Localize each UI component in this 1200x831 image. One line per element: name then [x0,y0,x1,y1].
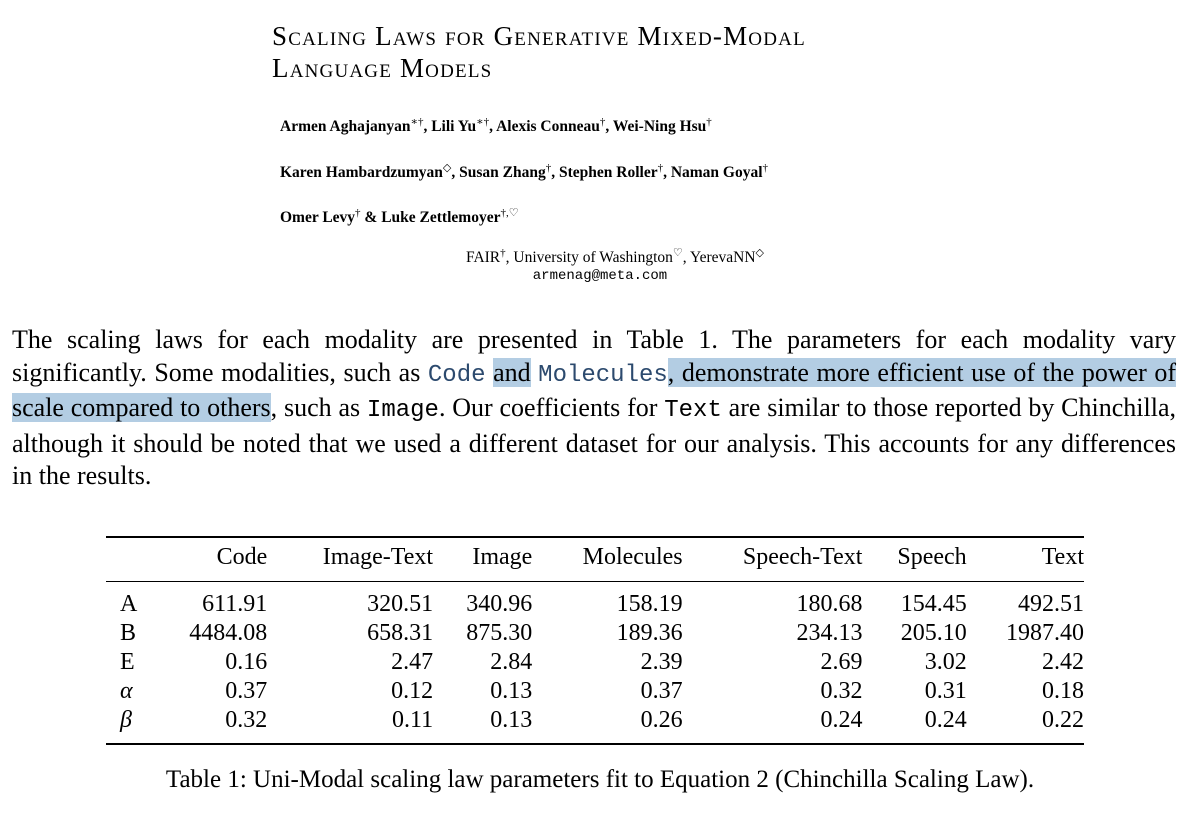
table-row [106,648,1084,677]
column-header: Speech [897,544,967,570]
paragraph-text: The scaling laws for each modality are presented in Table 1. The parameters for each modality vary significantly. Some modalities, such as [12,325,1176,387]
column-header: Speech-Text [742,544,863,570]
author-name: Omer Levy [280,209,356,227]
table-cell: 158.19 [532,582,682,620]
row-label: α [120,678,133,704]
authors-line-2: Karen Hambardzumyan◇, Susan Zhang†, Stephen Roller†, Naman Goyal† [280,162,769,182]
author-name: Luke Zettlemoyer [381,209,501,227]
author-mark: † [706,116,712,128]
column-header: Text [1041,544,1084,570]
table-cell: 2.69 [820,649,863,675]
code-modality-term: Code [427,361,486,389]
table-cell: 320.51 [267,582,433,620]
highlighted-selection[interactable]: , demonstrate more efficient use of the power of scale compared to others [12,357,1177,422]
table-cell: 611.91 [150,582,267,620]
table-caption: Table 1: Uni-Modal scaling law parameters fit to Equation 2 (Chinchilla Scaling Law). [165,766,1035,793]
author-mark: † [355,207,361,219]
table-cell: 0.32 [150,706,267,744]
table-cell: 0.37 [640,678,683,704]
author-name: Armen Aghajanyan [280,118,411,136]
column-header: Code [216,544,268,570]
column-header: Image-Text [322,544,434,570]
table-cell: 3.02 [924,649,967,675]
author-name: Susan Zhang [459,164,546,182]
table-cell: 0.24 [862,706,966,744]
column-header: Molecules [582,544,683,570]
author-mark: †,♡ [500,207,519,219]
author-mark: ◇ [442,162,452,174]
row-label: A [106,582,150,620]
table-cell: 2.39 [640,649,683,675]
authors-line-1: Armen Aghajanyan∗†, Lili Yu∗†, Alexis Conneau†, Wei-Ning Hsu† [280,116,712,136]
table-cell: 0.12 [391,678,434,704]
author-mark: † [545,162,552,174]
column-header: Image [472,544,533,570]
table-cell: 0.13 [433,706,532,744]
affiliation-name: YerevaNN [689,249,756,267]
table-cell: 0.13 [490,678,533,704]
affiliation-name: University of Washington [513,249,673,267]
affiliation-mark: ◇ [755,247,765,259]
table-cell: 0.37 [225,678,268,704]
table-cell: 1987.40 [1006,620,1084,646]
table-cell: 234.13 [796,620,863,646]
table-cell: 2.47 [391,649,434,675]
author-name: Naman Goyal [670,164,763,182]
table-row [106,619,1084,648]
table-cell: 154.45 [862,582,966,620]
scaling-parameters-table [106,536,1084,745]
row-label: E [120,649,135,675]
table-cell: 180.68 [683,582,863,620]
table-cell: 2.42 [1042,649,1084,675]
table-header-row [106,537,1084,582]
table-cell: 0.22 [967,706,1084,744]
table-cell: 189.36 [616,620,683,646]
paragraph-text: . Our coefficients for [438,393,665,422]
authors-line-3: Omer Levy† & Luke Zettlemoyer†,♡ [280,207,519,227]
row-label: B [120,620,137,646]
table-cell: 0.31 [924,678,967,704]
body-paragraph [12,324,1176,493]
affiliations: FAIR†, University of Washington♡, YerevaNN◇ [465,247,765,267]
table-cell: 340.96 [433,582,532,620]
author-mark: ∗† [476,116,490,128]
table-cell: 2.84 [490,649,533,675]
image-modality-term: Image [366,397,439,424]
paper-title [272,20,1032,84]
table-cell: 4484.08 [189,620,268,646]
row-label: β [106,706,150,744]
table-cell: 0.24 [683,706,863,744]
row-header-blank [106,537,150,582]
table-cell: 0.11 [267,706,433,744]
author-name: Karen Hambardzumyan [280,164,443,182]
text-modality-term: Text [664,397,722,424]
table-row [106,706,1084,744]
author-mark: ∗† [410,116,424,128]
table-cell: 875.30 [466,620,533,646]
affiliation-mark: † [500,247,506,259]
table-cell: 0.32 [820,678,863,704]
table-cell: 205.10 [900,620,967,646]
table-cell: 0.18 [1042,678,1084,704]
highlighted-and: and [493,357,531,387]
title-line-1: Scaling Laws for Generative Mixed-Modal [272,21,806,51]
author-mark: † [657,162,664,174]
title-line-2: Language Models [272,53,493,83]
author-name: Wei-Ning Hsu [612,118,707,136]
affiliation-mark: ♡ [672,247,683,259]
author-name: Stephen Roller [558,164,658,182]
table-cell: 658.31 [367,620,434,646]
affiliation-name: FAIR [465,249,501,267]
paragraph-text: are similar to those reported by Chinchilla, although it should be noted that we used a different dataset for our analysis. This accounts for any differences in the results. [12,393,1177,490]
molecules-modality-term: Molecules [538,361,668,389]
author-mark: † [762,162,769,174]
table-row [106,677,1084,706]
author-name: Alexis Conneau [496,118,600,136]
table-cell: 0.16 [225,649,268,675]
table-cell: 0.26 [532,706,682,744]
author-name: Lili Yu [431,118,477,136]
paragraph-text: , such as [270,393,367,422]
author-email[interactable]: armenag@meta.com [532,268,668,284]
table-cell: 492.51 [967,582,1084,620]
table-row [106,582,1084,620]
author-mark: † [599,116,606,128]
